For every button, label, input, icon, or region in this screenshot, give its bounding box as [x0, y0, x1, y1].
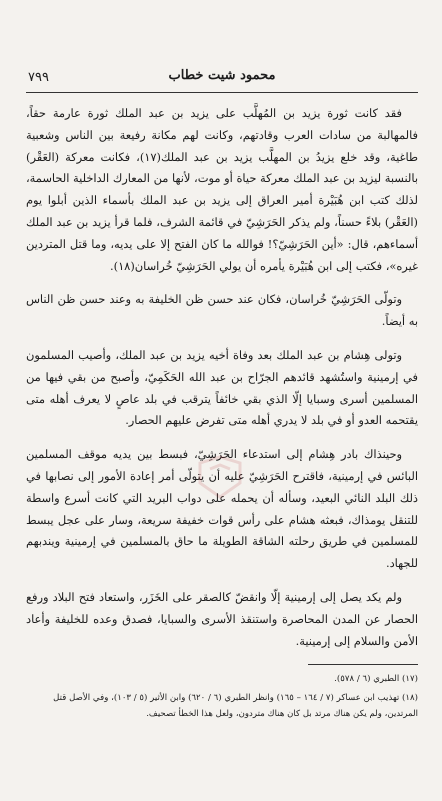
footnote-rule	[308, 664, 418, 665]
header-rule	[26, 92, 418, 93]
footnote: (١٧) الطبري (٦ / ٥٧٨).	[334, 674, 418, 685]
book-page	[0, 68, 442, 801]
paragraph: ولم يكد يصل إلى إرمينية إلّا وانقضّ كالصقر على الخَزَر، واستعاد فتح البلاد ورفع الحصار عن المدن المحاصرة واستنقذ الأسرى والسبايا، فصدق وعده للخليفة وأعاد الأمن والسلام إلى إرمينية.	[26, 589, 418, 648]
body-text	[26, 103, 418, 652]
paragraph: وتولى هِشام بن عبد الملك بعد وفاة أخيه يزيد بن عبد الملك، وأصيب المسلمون في إرمينية واستُشهد قائدهم الجرّاح بن عبد الله الحَكَمِيّ، وأصبح من بقي فيها من المسلمين أسرى وسبايا إلّا الذي بقي خائفاً يترقب في بلد عاصٍ لا يعرف أهله متى يقتحمه العدو أو في بلد لا يدري أهله متى تفرض عليهم الحصار.	[26, 347, 418, 428]
paragraph: فقد كانت ثورة يزيد بن المُهلَّب على يزيد بن عبد الملك ثورة عارمة حقاً، فالمهالبة من سادات العرب وقادتهم، وكانت لهم مكانة رفيعة بين الناس وشعبية طاغية، وقد خلع يزيدُ بن المهلَّب يزيد بن عبد الملك(١٧)، فكانت معركة (العَقْر) بالنسبة ليزيد بن عبد الملك معركة حياة أو موت، لأنها من المعارك الداخلية الحاسمة، لذلك كتب ابن هُبَيْرة أمير العراق إلى يزيد بن عبد الملك بأسماء الذين أبلوا يوم (العَقْر) بلاءً حسناً، ولم يذكر الحَرَشِيّ في قائمة الشرف، فلما قرأ يزيد بن عبد الملك أسماءهم، قال: «أين الحَرَشِيّ؟! فوالله ما كان الفتح إلا على يديه، وما قتل المتردين غيره»، فكتب إلى ابن هُبَيْرة يأمره أن يولي الحَرَشِيّ خُراسان(١٨).	[26, 106, 418, 273]
running-title: محمود شيت خطاب	[168, 68, 276, 83]
paragraph: وحينذاك بادر هِشام إلى استدعاء الحَرَشِيّ، فبسط بين يديه موقف المسلمين البائس في إرمينية، فاقترح الحَرَشِيّ عليه أن يتولّى أمر إعادة الأمور إلى نصابها في ذلك البلد النائي البعيد، وسأله أن يحمله على دواب البريد التي كانت أسرع واسطة للتنقل يومذاك، فبعثه هشام على رأس قوات خفيفة سريعة، وسار على عجل يبسط للمسلمين في طريق رحلته الشاقة الطويلة ما حاق بالمسلمين في إرمينية ويندبهم للجهاد.	[26, 447, 418, 571]
running-header	[26, 68, 418, 90]
page-number: ٧٩٩	[28, 70, 49, 85]
footnotes	[26, 671, 418, 722]
paragraph: وتولّى الحَرَشِيّ خُراسان، فكان عند حسن ظن الخليفة به وعند حسن ظن الناس به أيضاً.	[26, 292, 418, 329]
footnote: (١٨) تهذيب ابن عساكر (٧ / ١٦٤ – ١٦٥) وانظر الطبري (٦ / ٦٢٠) وابن الأثير (٥ / ١٠٣)، وفي الأصل قتل المرتدين، ولم يكن هناك مرتد بل كان هناك متردون، ولعل هذا الخطأ تصحيف.	[53, 693, 418, 720]
